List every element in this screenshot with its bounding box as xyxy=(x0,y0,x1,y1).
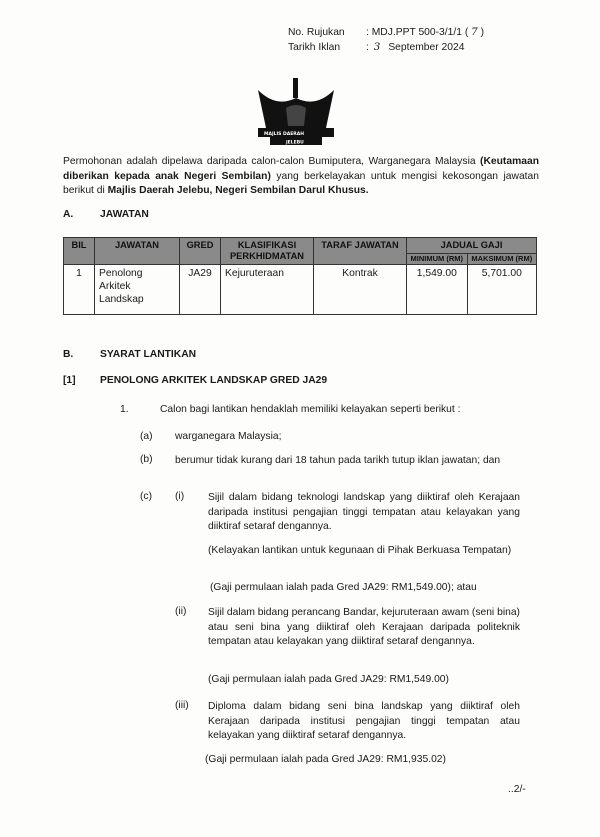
section-letter: B. xyxy=(63,349,74,360)
cell-klasifikasi: Kejuruteraan xyxy=(221,265,314,315)
table-row xyxy=(64,265,537,315)
section-b-heading xyxy=(63,349,197,360)
th-taraf: TARAF JAWATAN xyxy=(314,238,407,265)
item-c-i-salary: (Gaji permulaan ialah pada Gred JA29: RM1,549.00); atau xyxy=(210,582,477,593)
ref-close: ) xyxy=(480,27,484,38)
cell-minimum: 1,549.00 xyxy=(407,265,468,315)
item-a-label: (a) xyxy=(140,431,153,442)
item-b-text: berumur tidak kurang dari 18 tahun pada tarikh tutup iklan jawatan; dan xyxy=(175,455,501,466)
ref-handwritten: 7 xyxy=(471,26,478,38)
ref-value: : MDJ.PPT 500-3/1/1 ( xyxy=(366,27,469,38)
item-c-ii-text: Sijil dalam bidang perancang Bandar, kejuruteraan awam (seni bina) atau seni bina yang diiktiraf oleh Kerajaan daripada politeknik tempatan atau kelayakan yang diiktiraf setaraf dengannya. xyxy=(208,607,520,647)
item-c-i-note: (Kelayakan lantikan untuk kegunaan di Pihak Berkuasa Tempatan) xyxy=(208,545,512,556)
cell-gred: JA29 xyxy=(180,265,221,315)
th-jawatan: JAWATAN xyxy=(95,238,180,265)
item-c-i-label: (i) xyxy=(175,491,185,502)
item-b-label: (b) xyxy=(140,454,153,465)
date-label: Tarikh Iklan xyxy=(288,42,341,53)
item-c-iii-salary: (Gaji permulaan ialah pada Gred JA29: RM1,935.02) xyxy=(205,754,446,765)
cell-bil: 1 xyxy=(64,265,95,315)
date-colon: : xyxy=(366,42,369,53)
ref-label: No. Rujukan xyxy=(288,27,345,38)
post-number: [1] xyxy=(63,375,76,386)
cell-taraf: Kontrak xyxy=(314,265,407,315)
section-title: SYARAT LANTIKAN xyxy=(100,349,197,360)
post-title: PENOLONG ARKITEK LANDSKAP GRED JA29 xyxy=(100,375,328,386)
post-heading xyxy=(63,375,328,386)
majlis-daerah-jelebu-logo xyxy=(256,78,336,148)
svg-text:JELEBU: JELEBU xyxy=(286,140,304,146)
section-letter: A. xyxy=(63,209,74,220)
item-c-i-text: Sijil dalam bidang teknologi landskap yang diiktiraf oleh Kerajaan daripada institusi pengajian tinggi tempatan atau kelayakan yang diiktiraf setaraf dengannya. xyxy=(208,492,520,532)
th-minimum: MINIMUM (RM) xyxy=(407,254,468,265)
intro-text-2: yang berkelayakan untuk mengisi kekosongan jawatan berikut di xyxy=(63,170,540,196)
page-continuation: ..2/- xyxy=(508,784,526,795)
intro-organization: Majlis Daerah Jelebu, Negeri Sembilan Darul Khusus. xyxy=(107,185,369,196)
svg-text:MAJLIS DAERAH: MAJLIS DAERAH xyxy=(264,132,304,137)
intro-paragraph xyxy=(63,155,539,199)
section-title: JAWATAN xyxy=(100,209,149,220)
item-c-label: (c) xyxy=(140,491,153,502)
intro-text: Permohonan adalah dipelawa daripada calon-calon Bumiputera, Warganegara Malaysia xyxy=(63,156,476,167)
intro-priority: (Keutamaan diberikan kepada anak Negeri Sembilan) xyxy=(63,156,539,182)
cell-maksimum: 5,701.00 xyxy=(467,265,536,315)
item-c-ii-label: (ii) xyxy=(175,606,187,617)
section-a-heading xyxy=(63,209,149,220)
item-c-ii-salary: (Gaji permulaan ialah pada Gred JA29: RM1,549.00) xyxy=(208,674,449,685)
cell-jawatan: Penolong Arkitek Landskap xyxy=(95,265,180,315)
item-a-text: warganegara Malaysia; xyxy=(175,431,282,442)
item-c-iii-text: Diploma dalam bidang seni bina landskap yang diiktiraf oleh Kerajaan daripada institusi pengajian tinggi tempatan atau kelayakan yang diiktiraf setaraf dengannya. xyxy=(208,701,520,741)
item-c-iii-label: (iii) xyxy=(175,700,189,711)
th-maksimum: MAKSIMUM (RM) xyxy=(467,254,536,265)
req-number: 1. xyxy=(120,404,129,415)
date-month-year: September 2024 xyxy=(388,42,465,53)
position-table xyxy=(63,237,537,315)
date-day-handwritten: 3 xyxy=(373,41,381,53)
th-gred: GRED xyxy=(180,238,221,265)
req-intro: Calon bagi lantikan hendaklah memiliki kelayakan seperti berikut : xyxy=(160,404,461,415)
th-jadual-gaji: JADUAL GAJI xyxy=(407,238,537,254)
th-klasifikasi: KLASIFIKASI PERKHIDMATAN xyxy=(221,238,314,265)
th-bil: BIL xyxy=(64,238,95,265)
reference-block xyxy=(288,25,484,55)
